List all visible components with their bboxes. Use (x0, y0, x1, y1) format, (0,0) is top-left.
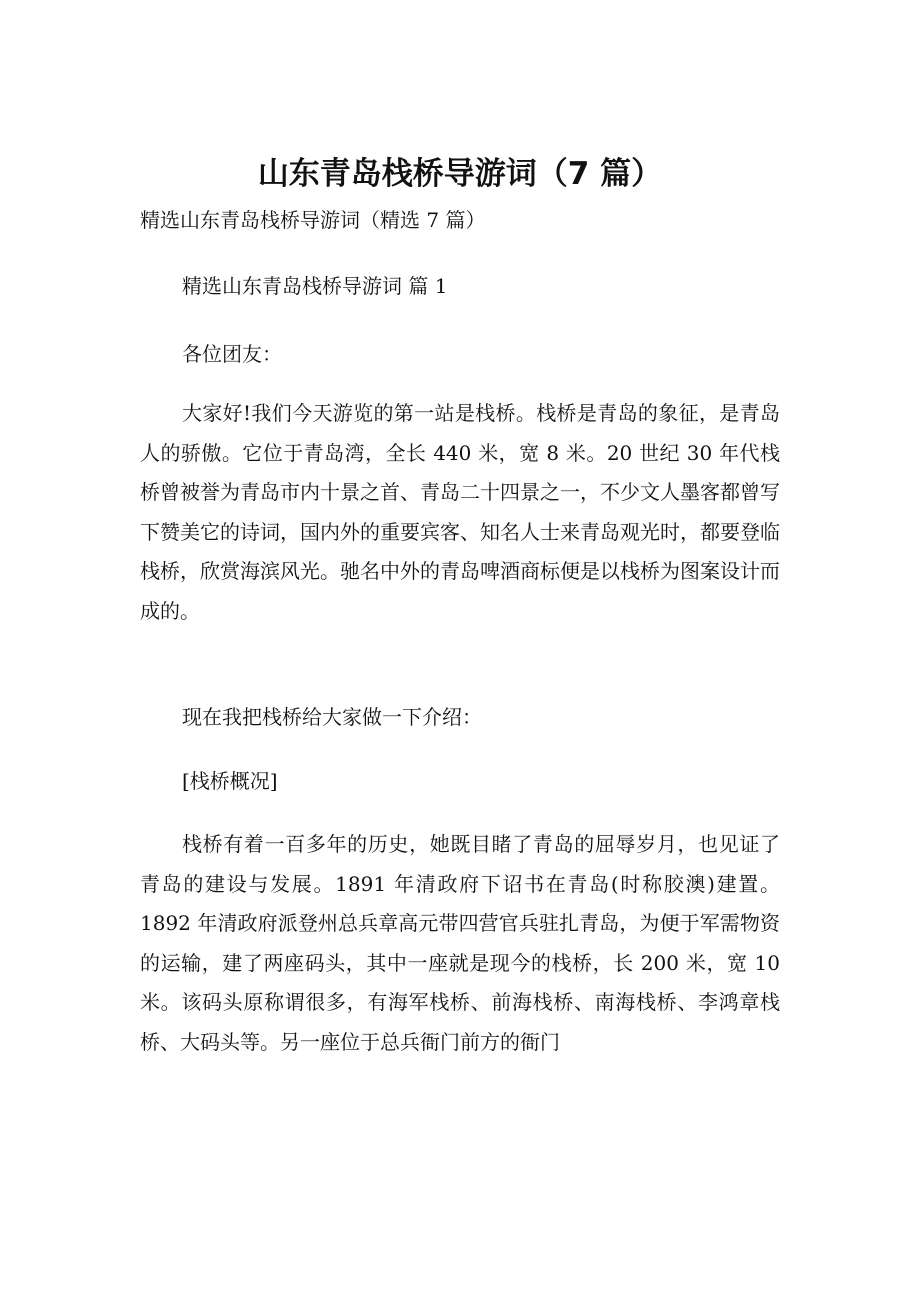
greeting-paragraph: 各位团友： (182, 342, 282, 366)
document-subtitle: 精选山东青岛栈桥导游词（精选 7 篇） (140, 208, 486, 232)
history-paragraph: 栈桥有着一百多年的历史，她既目睹了青岛的屈辱岁月，也见证了青岛的建设与发展。1891 年清政府下诏书在青岛(时称胶澳)建置。1892 年清政府派登州总兵章高元带四营官兵驻扎青岛，为便于军需物资的运输，建了两座码头，其中一座就是现今的栈桥，长 200 米，宽 10 米。该码头原称谓很多，有海军栈桥、前海栈桥、南海栈桥、李鸿章栈桥、大码头等。另一座位于总兵衙门前方的衙门 (140, 832, 780, 1054)
subsection-heading: [栈桥概况] (182, 769, 278, 793)
section-heading: 精选山东青岛栈桥导游词 篇 1 (182, 274, 448, 298)
transition-paragraph: 现在我把栈桥给大家做一下介绍： (182, 705, 482, 729)
document-title: 山东青岛栈桥导游词（7 篇） (257, 156, 663, 192)
intro-paragraph: 大家好!我们今天游览的第一站是栈桥。栈桥是青岛的象征，是青岛人的骄傲。它位于青岛湾，全长 440 米，宽 8 米。20 世纪 30 年代栈桥曾被誉为青岛市内十景之首、青岛二十四景之一，不少文人墨客都曾写下赞美它的诗词，国内外的重要宾客、知名人士来青岛观光时，都要登临栈桥，欣赏海滨风光。驰名中外的青岛啤酒商标便是以栈桥为图案设计而成的。 (140, 401, 780, 623)
